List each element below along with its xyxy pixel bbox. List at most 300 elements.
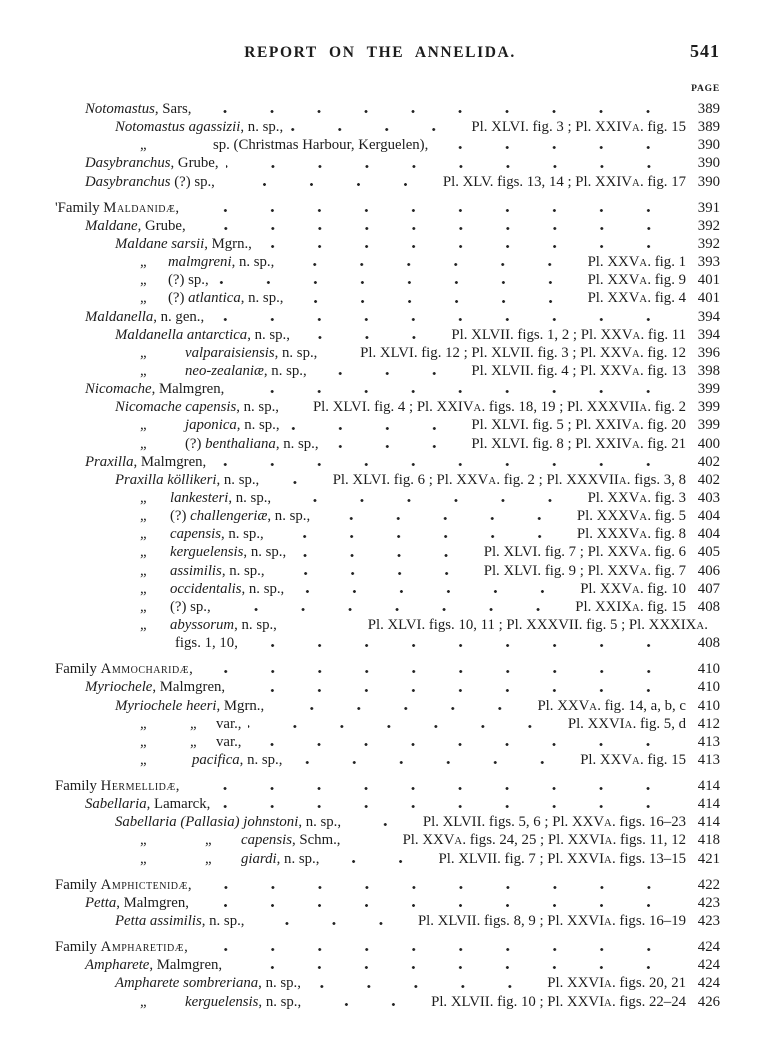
toc-row	[0, 598, 776, 616]
name-text: Nicomache	[85, 381, 152, 398]
page-number: 390	[697, 137, 720, 154]
leader-dots	[287, 416, 462, 434]
page-number: 403	[697, 489, 720, 506]
name-text: , n. sp.,	[267, 508, 311, 525]
name-text: Maldane	[85, 217, 138, 234]
toc-row	[0, 289, 776, 307]
toc-row	[0, 795, 776, 813]
plate-smallcap-a: A	[604, 818, 612, 830]
plate-smallcap-a: A	[696, 620, 705, 632]
page-number: 422	[697, 876, 720, 893]
entry-name	[85, 217, 186, 235]
name-text: japonica	[185, 417, 237, 434]
name-text: Sabellaria	[85, 796, 147, 813]
toc-row	[0, 974, 776, 992]
leader-dots	[293, 543, 474, 561]
page-number: 391	[697, 199, 720, 216]
leader-dots	[278, 489, 577, 507]
plate-reference: Pl. XLVII. figs. 1, 2 ; Pl. XXVA. fig. 11	[451, 326, 686, 343]
plate-smallcap-a: A	[639, 294, 648, 306]
toc-row	[0, 271, 776, 289]
page-number: 404	[697, 526, 720, 543]
name-text: Praxilla köllikeri	[115, 471, 217, 488]
plate-reference: Pl. XXIXA. fig. 15	[575, 598, 686, 615]
page-number: 408	[697, 598, 720, 615]
entry-name	[140, 289, 284, 307]
name-text: 'Family	[55, 199, 104, 216]
plate-smallcap-a: A	[631, 177, 640, 189]
ditto-mark: „	[205, 832, 212, 849]
name-text: Family	[55, 876, 101, 893]
entry-name	[140, 598, 211, 616]
toc-row	[0, 777, 776, 795]
name-text: , n. sp.,	[274, 344, 318, 361]
entry-name	[115, 813, 341, 831]
plate-smallcap-a: A	[631, 439, 640, 451]
toc-row	[0, 308, 776, 326]
name-text: ,	[184, 939, 188, 956]
page-number: 423	[697, 913, 720, 930]
name-text: ,	[187, 876, 192, 893]
entry-name	[115, 974, 301, 992]
leader-dots	[291, 580, 570, 598]
name-text: kerguelensis	[185, 993, 259, 1010]
name-text: , n. sp.,	[236, 399, 279, 416]
plate-smallcap-a: A	[639, 276, 648, 288]
page-number: 389	[697, 101, 720, 117]
name-text: Myriochele	[85, 679, 153, 696]
name-text: Dasybranchus	[85, 173, 171, 190]
leader-dots	[195, 938, 676, 956]
plate-smallcap-a: A	[473, 403, 482, 415]
name-text: , Mgrn.,	[204, 235, 252, 252]
name-text: abyssorum	[170, 616, 235, 633]
plate-smallcap-a: A	[604, 917, 612, 929]
name-text: , n. sp.,	[240, 290, 284, 307]
page-number: 412	[697, 715, 720, 732]
ditto-mark: „	[140, 272, 147, 289]
name-text: ,	[189, 661, 193, 678]
ditto-mark: „	[140, 137, 147, 154]
page-number: 394	[697, 308, 720, 325]
toc-row	[0, 634, 776, 652]
name-text: , n. sp.,	[240, 119, 284, 136]
name-text: , n. sp.,	[263, 362, 307, 379]
name-text: sp. (Christmas Harbour, Kerguelen),	[213, 137, 429, 154]
name-text: , Grube,	[137, 217, 186, 234]
plate-smallcap-a: A	[631, 421, 640, 433]
leader-dots	[290, 118, 461, 136]
leader-dots	[229, 956, 676, 974]
leader-dots	[271, 697, 527, 715]
name-text: Family	[55, 778, 101, 795]
name-text: , Schm.,	[291, 832, 341, 849]
name-text: giardi	[241, 850, 277, 867]
entry-name	[85, 100, 191, 118]
page-number: 402	[697, 471, 720, 488]
toc-row	[0, 543, 776, 561]
contents-list	[0, 100, 776, 1011]
name-text: (?) sp.,	[170, 598, 211, 615]
entry-name	[85, 380, 224, 398]
page-number: 392	[697, 235, 720, 252]
entry-name	[140, 416, 280, 434]
name-text: Ampharete	[85, 957, 150, 974]
plate-smallcap-a: A	[631, 755, 640, 767]
ditto-mark: „	[205, 850, 212, 867]
entry-name	[140, 733, 241, 751]
leader-dots	[314, 362, 462, 380]
entry-name	[115, 912, 245, 930]
ditto-mark: „	[140, 508, 147, 525]
family-name: Hermellidæ	[100, 778, 176, 795]
ditto-mark: „	[140, 616, 147, 633]
plate-reference: Pl. XLVI. fig. 12 ; Pl. XLVII. fig. 3 ; Pl. XXVA. fig. 12	[360, 344, 686, 361]
page-number: 410	[697, 661, 720, 678]
toc-row	[0, 562, 776, 580]
entry-name	[115, 235, 252, 253]
plate-smallcap-a: A	[631, 123, 640, 135]
plate-reference: Pl. XLVII. fig. 7 ; Pl. XXVIA. figs. 13–15	[438, 850, 686, 867]
name-text: Family	[55, 939, 101, 956]
entry-name	[85, 308, 204, 326]
page-number: 399	[697, 399, 720, 416]
page-number: 405	[697, 544, 720, 561]
toc-row	[0, 398, 776, 416]
name-text: , n. sp.,	[243, 544, 287, 561]
leader-dots	[259, 235, 676, 253]
leader-dots	[291, 289, 578, 307]
running-head: REPORT ON THE ANNELIDA.	[244, 44, 516, 61]
family-name: Ampharetidæ	[100, 939, 185, 956]
page-number: 424	[697, 957, 720, 974]
entry-name	[55, 660, 193, 678]
name-text: Maldane sarsii	[115, 235, 205, 252]
leader-dots	[196, 894, 676, 912]
name-text: , n. sp.,	[275, 435, 319, 452]
name-text: , Sars,	[154, 101, 192, 117]
plate-smallcap-a: A	[604, 854, 612, 866]
name-text: (?)	[168, 290, 189, 307]
leader-dots	[248, 715, 557, 733]
name-text: var.,	[216, 715, 242, 732]
plate-smallcap-a: A	[639, 512, 648, 524]
name-text: , n. sp.,	[231, 254, 275, 271]
name-text: Petta assimilis	[115, 913, 202, 930]
ditto-mark: „	[140, 598, 147, 615]
name-text: Praxilla	[85, 453, 134, 470]
page-number: 399	[697, 417, 720, 434]
leader-dots	[271, 525, 567, 543]
toc-row	[0, 173, 776, 191]
name-text: capensis	[241, 832, 292, 849]
page-number: 424	[697, 975, 720, 992]
plate-smallcap-a: A	[639, 566, 648, 578]
name-text: assimilis	[170, 562, 222, 579]
name-text: , n. gen.,	[153, 308, 205, 325]
entry-name	[140, 751, 282, 769]
folio-page-number: 541	[690, 41, 720, 61]
plate-smallcap-a: A	[624, 719, 633, 731]
toc-row	[0, 894, 776, 912]
entry-name	[115, 471, 259, 489]
entry-name	[140, 580, 284, 598]
leader-dots	[289, 751, 570, 769]
leader-dots	[198, 100, 676, 118]
plate-smallcap-a: A	[639, 258, 648, 270]
ditto-mark: „	[140, 435, 147, 452]
name-text: , n. sp.,	[241, 580, 285, 597]
ditto-mark: „	[140, 417, 147, 434]
name-text: Family	[55, 661, 101, 678]
family-name: Ammocharidæ	[100, 661, 190, 678]
name-text: pacifica	[192, 751, 240, 768]
plate-reference: Pl. XXVA. fig. 3	[587, 489, 686, 506]
page-number: 421	[697, 850, 720, 867]
toc-row	[0, 100, 776, 118]
leader-dots	[245, 634, 676, 652]
leader-dots	[186, 199, 676, 217]
page-number: 418	[697, 832, 720, 849]
name-text: , n. sp.,	[239, 751, 283, 768]
name-text: Nicomache capensis	[115, 399, 237, 416]
ditto-mark: „	[190, 733, 197, 750]
entry-name	[85, 894, 189, 912]
plate-reference: Pl. XLVI. fig. 7 ; Pl. XXVA. fig. 6	[483, 544, 686, 561]
entry-name	[115, 326, 290, 344]
entry-name	[85, 795, 210, 813]
toc-row	[0, 253, 776, 271]
leader-dots	[348, 813, 413, 831]
name-text: Ampharete sombreriana	[115, 975, 259, 992]
name-text: , n. sp.,	[201, 913, 245, 930]
entry-name	[140, 344, 317, 362]
plate-reference: Pl. XXVIA. figs. 20, 21	[547, 975, 686, 992]
plate-smallcap-a: A	[589, 701, 598, 713]
plate-smallcap-a: A	[639, 548, 648, 560]
page-number: 404	[697, 508, 720, 525]
page-number: 401	[697, 290, 720, 307]
ditto-mark: „	[190, 715, 197, 732]
entry-name	[85, 154, 219, 172]
toc-row	[0, 993, 776, 1011]
page-number: 401	[697, 272, 720, 289]
name-text: Maldanella antarctica	[115, 326, 248, 343]
name-text: Notomastus agassizii	[115, 119, 241, 136]
name-text: Petta	[85, 894, 117, 911]
ditto-mark: „	[140, 290, 147, 307]
page-number: 407	[697, 580, 720, 597]
entry-name	[140, 543, 286, 561]
ditto-mark: „	[140, 580, 147, 597]
ditto-mark: „	[140, 362, 147, 379]
toc-row	[0, 678, 776, 696]
ditto-mark: „	[140, 562, 147, 579]
name-text: Myriochele heeri	[115, 697, 217, 714]
leader-dots	[308, 993, 421, 1011]
toc-row	[0, 912, 776, 930]
plate-reference: Pl. XXXVA. fig. 8	[576, 526, 686, 543]
name-text: , n. sp.,	[247, 326, 290, 343]
name-text: var.,	[216, 733, 242, 750]
name-text: challengeriæ	[190, 508, 268, 525]
page-number: 410	[697, 697, 720, 714]
toc-row	[0, 956, 776, 974]
plate-reference: Pl. XLVI. fig. 9 ; Pl. XXVA. fig. 7	[483, 562, 686, 579]
name-text: valparaisiensis	[185, 344, 275, 361]
page-number: 413	[697, 751, 720, 768]
ditto-mark: „	[140, 344, 147, 361]
toc-row	[0, 850, 776, 868]
name-text: , n. sp.,	[276, 850, 320, 867]
leader-dots	[216, 271, 578, 289]
entry-name	[55, 938, 188, 956]
entry-name	[115, 697, 264, 715]
toc-row	[0, 697, 776, 715]
name-text: , n. sp.,	[258, 975, 301, 992]
toc-row	[0, 616, 776, 634]
toc-row	[0, 118, 776, 136]
entry-name	[85, 453, 206, 471]
entry-name	[140, 993, 301, 1011]
page-number: 390	[697, 155, 720, 172]
leader-dots	[232, 678, 676, 696]
name-text: , Malmgren,	[116, 894, 189, 911]
page-number: 414	[697, 778, 720, 795]
page-number: 390	[697, 173, 720, 190]
name-text: , Malmgren,	[151, 381, 225, 398]
plate-reference: Pl. XLVI. fig. 8 ; Pl. XXIVA. fig. 21	[471, 435, 686, 452]
page-number: 426	[697, 993, 720, 1010]
toc-row	[0, 380, 776, 398]
toc-row	[0, 876, 776, 894]
name-text: , n. sp.,	[236, 417, 280, 434]
name-text: , n. sp.,	[221, 562, 265, 579]
leader-dots	[297, 326, 441, 344]
leader-dots	[222, 173, 433, 191]
toc-row	[0, 344, 776, 362]
name-text: occidentalis	[170, 580, 242, 597]
name-text: (?) sp.,	[170, 173, 215, 190]
plate-smallcap-a: A	[631, 584, 640, 596]
ditto-mark: „	[140, 254, 147, 271]
name-text: Dasybranchus	[85, 155, 171, 172]
name-text: , Malmgren,	[152, 679, 226, 696]
name-text: Notomastus	[85, 101, 155, 117]
leader-dots	[217, 795, 676, 813]
page-number: 424	[697, 939, 720, 956]
plate-reference: Pl. XXVA. fig. 4	[587, 290, 686, 307]
toc-row	[0, 525, 776, 543]
page-number: 399	[697, 381, 720, 398]
name-text: benthaliana	[205, 435, 276, 452]
toc-row	[0, 813, 776, 831]
name-text: (?) sp.,	[168, 272, 209, 289]
plate-reference: Pl. XLVII. fig. 10 ; Pl. XXVIA. figs. 22–24	[431, 993, 686, 1010]
entry-name	[55, 777, 179, 795]
plate-reference: Pl. XLVI. fig. 3 ; Pl. XXIVA. fig. 15	[471, 119, 686, 136]
leader-dots	[435, 136, 676, 154]
toc-row	[0, 326, 776, 344]
plate-reference: Pl. XXVA. fig. 10	[580, 580, 686, 597]
plate-smallcap-a: A	[639, 403, 648, 415]
entry-name	[140, 435, 319, 453]
plate-smallcap-a: A	[631, 366, 640, 378]
entry-name	[140, 489, 271, 507]
page-number: 392	[697, 217, 720, 234]
toc-row	[0, 199, 776, 217]
leader-dots	[199, 876, 676, 894]
name-text: , Malmgren,	[149, 957, 223, 974]
toc-row	[0, 416, 776, 434]
page-number: 402	[697, 453, 720, 470]
plate-reference: Pl. XXVA. fig. 15	[580, 751, 686, 768]
name-text: , n. sp.,	[298, 814, 342, 831]
entry-name	[115, 398, 279, 416]
leader-dots	[252, 912, 408, 930]
page-number: 400	[697, 435, 720, 452]
name-text: , Grube,	[170, 155, 219, 172]
entry-name	[140, 136, 428, 154]
plate-smallcap-a: A	[488, 475, 497, 487]
plate-reference: Pl. XLVI. fig. 6 ; Pl. XXVA. fig. 2 ; Pl. XXXVIIA. figs. 3, 8	[332, 471, 686, 488]
leader-dots	[211, 308, 676, 326]
plate-smallcap-a: A	[639, 493, 648, 505]
page-number: 406	[697, 562, 720, 579]
toc-row	[0, 751, 776, 769]
entry-name	[140, 616, 281, 634]
plate-reference: Pl. XXVA. fig. 9	[587, 272, 686, 289]
page-number: 394	[697, 326, 720, 343]
plate-smallcap-a: A	[604, 997, 612, 1009]
ditto-mark: „	[140, 489, 147, 506]
toc-row	[0, 715, 776, 733]
name-text: (?)	[185, 435, 206, 452]
name-text: ,	[175, 199, 180, 216]
entry-name	[55, 876, 192, 894]
ditto-mark: „	[140, 832, 147, 849]
leader-dots	[272, 562, 474, 580]
name-text: Maldanella	[85, 308, 154, 325]
leader-dots	[266, 471, 322, 489]
name-text: , n. sp.,	[234, 616, 281, 633]
toc-row	[0, 831, 776, 849]
page-number: 389	[697, 119, 720, 136]
plate-reference: Pl. XLV. figs. 13, 14 ; Pl. XXIVA. fig. 17	[442, 173, 686, 190]
leader-dots	[200, 660, 676, 678]
entry-name	[140, 562, 265, 580]
leader-dots	[213, 453, 676, 471]
page-number: 414	[697, 814, 720, 831]
toc-row	[0, 507, 776, 525]
plate-smallcap-a: A	[454, 836, 463, 848]
name-text: ,	[175, 778, 180, 795]
name-text: , Lamarck,	[146, 796, 211, 813]
name-text: , Mgrn.,	[216, 697, 265, 714]
entry-name	[140, 271, 209, 289]
plate-reference: Pl. XLVII. figs. 5, 6 ; Pl. XXVA. figs. 16–23	[422, 814, 686, 831]
ditto-mark: „	[140, 526, 147, 543]
leader-dots	[186, 777, 676, 795]
entry-name	[140, 507, 310, 525]
toc-row	[0, 471, 776, 489]
name-text: , n. sp.,	[258, 993, 302, 1010]
toc-row	[0, 660, 776, 678]
leader-dots	[226, 154, 676, 172]
plate-reference: Pl. XXVA. figs. 24, 25 ; Pl. XXVIA. figs. 11, 12	[402, 832, 686, 849]
ditto-mark: „	[140, 544, 147, 561]
page-number: 414	[697, 796, 720, 813]
